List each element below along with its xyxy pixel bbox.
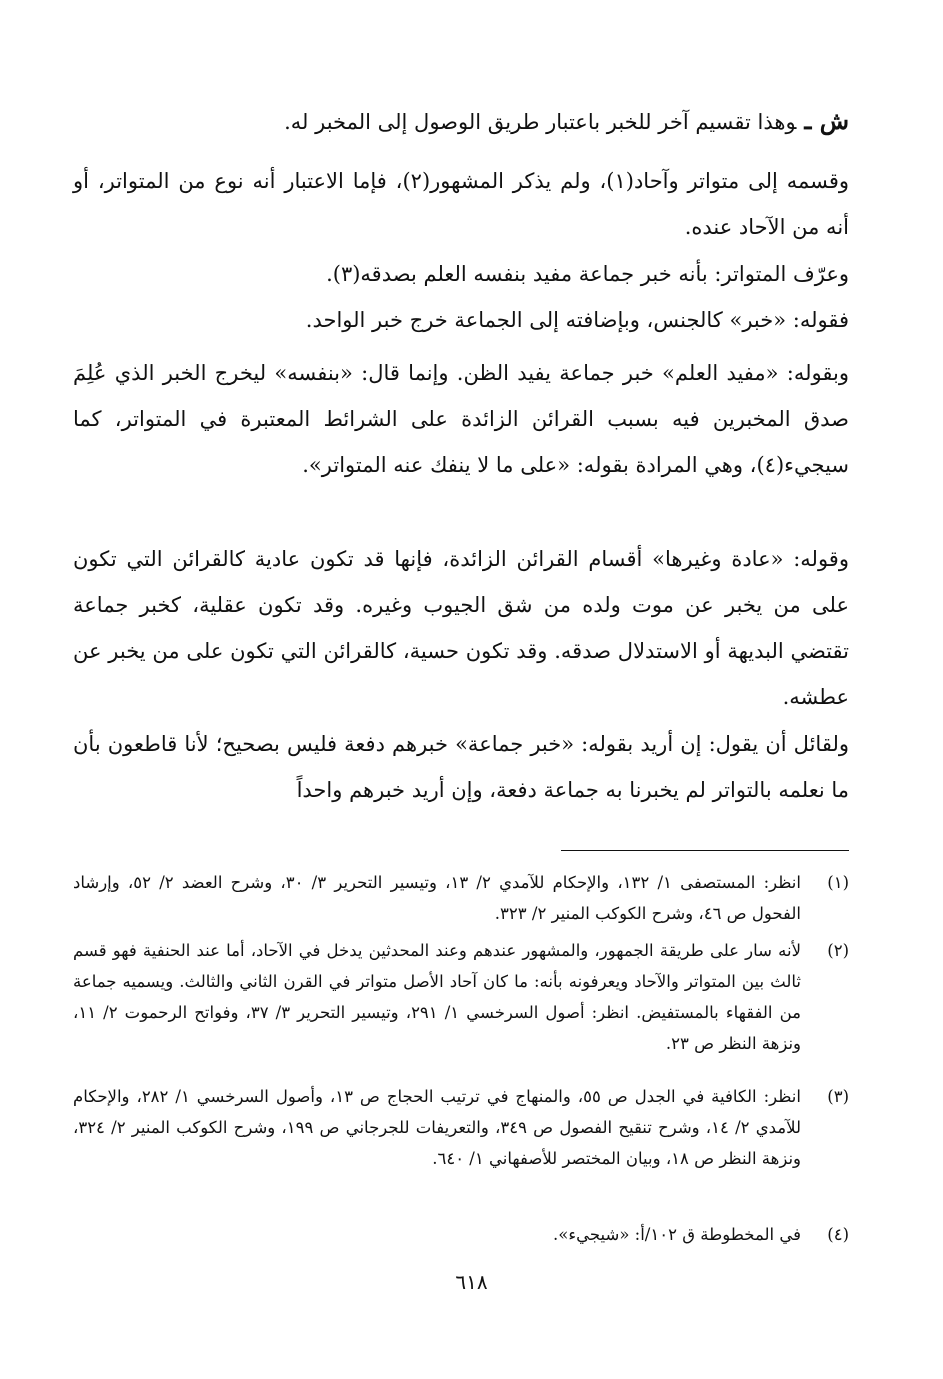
paragraph-7: ولقائل أن يقول: إن أريد بقوله: «خبر جماعة» خبرهم دفعة فليس بصحيح؛ لأنا قاطعون بأن ما نعلمه بالتواتر لم يخبرنا به جماعة دفعة، وإن أريد خبرهم واحداً bbox=[73, 732, 849, 802]
footnote-1-text: انظر: المستصفى ١/ ١٣٢، والإحكام للآمدي ٢/ ١٣، وتيسير التحرير ٣/ ٣٠، وشرح العضد ٢/ ٥٢، وإرشاد الفحول ص ٤٦، وشرح الكوكب المنير ٢/ ٣٢٣. bbox=[73, 873, 801, 923]
footnote-1-number: (١) bbox=[827, 873, 849, 892]
paragraph-1-text: وهذا تقسيم آخر للخبر باعتبار طريق الوصول إلى المخبر له. bbox=[284, 110, 797, 134]
footnote-3-number: (٣) bbox=[827, 1087, 849, 1106]
paragraph-6: وقوله: «عادة وغيرها» أقسام القرائن الزائدة، فإنها قد تكون عادية كالقرائن التي تكون على من يخبر عن موت ولده من شق الجيوب وغيره. وقد تكون عقلية، كخبر جماعة تقتضي البديهة أو الاستدلال صدقه. وقد تكون حسية، كالقرائن التي تكون على من يخبر عن عطشه. bbox=[73, 547, 849, 709]
paragraph-3: وعرّف المتواتر: بأنه خبر جماعة مفيد بنفسه العلم بصدقه(٣). bbox=[326, 262, 849, 286]
footnote-1 bbox=[73, 867, 849, 929]
paragraph-2: وقسمه إلى متواتر وآحاد(١)، ولم يذكر المشهور(٢)، فإما الاعتبار أنه نوع من المتواتر، أو أنه من الآحاد عنده. bbox=[73, 169, 850, 239]
footnote-2-text: لأنه سار على طريقة الجمهور، والمشهور عندهم وعند المحدثين يدخل في الآحاد، أما عند الحنفية فهو قسم ثالث بين المتواتر والآحاد ويعرفونه بأنه: ما كان آحاد الأصل متواتر في القرن الثاني والثالث. ويسميه جماعة من الفقهاء بالمستفيض. انظر: أصول السرخسي ١/ ٢٩١، وتيسير التحرير ٣/ ٣٧، وفواتح الرحموت ٢/ ١١، ونزهة النظر ص ٢٣. bbox=[73, 941, 801, 1053]
footnote-4-number: (٤) bbox=[827, 1225, 849, 1244]
paragraph-4: فقوله: «خبر» كالجنس، وبإضافته إلى الجماعة خرج خبر الواحد. bbox=[305, 308, 849, 332]
footnote-divider bbox=[561, 850, 849, 851]
commentary-marker: ش ـ bbox=[804, 106, 849, 135]
footnote-4-text: في المخطوطة ق ١٠٢/أ: «شيجيء». bbox=[553, 1225, 801, 1244]
paragraph-5: وبقوله: «مفيد العلم» خبر جماعة يفيد الظن. وإنما قال: «بنفسه» ليخرج الخبر الذي عُلِمَ صدق المخبرين فيه بسبب القرائن الزائدة على الشرائط المعتبرة في المتواتر، كما سيجيء(٤)، وهي المرادة بقوله: «على ما لا ينفك عنه المتواتر». bbox=[73, 361, 849, 477]
footnote-4 bbox=[73, 1219, 849, 1250]
footnote-2 bbox=[73, 935, 849, 1059]
footnote-2-number: (٢) bbox=[827, 941, 849, 960]
paragraph-1 bbox=[73, 98, 849, 145]
page-number: ٦١٨ bbox=[455, 1270, 488, 1294]
footnote-3-text: انظر: الكافية في الجدل ص ٥٥، والمنهاج في ترتيب الحجاج ص ١٣، وأصول السرخسي ١/ ٢٨٢، والإحكام للآمدي ٢/ ١٤، وشرح تنقيح الفصول ص ٣٤٩، والتعريفات للجرجاني ص ١٩٩، وشرح الكوكب المنير ٢/ ٣٢٤، ونزهة النظر ص ١٨، وبيان المختصر للأصفهاني ١/ ٦٤٠. bbox=[73, 1087, 802, 1168]
footnote-3 bbox=[73, 1081, 849, 1174]
